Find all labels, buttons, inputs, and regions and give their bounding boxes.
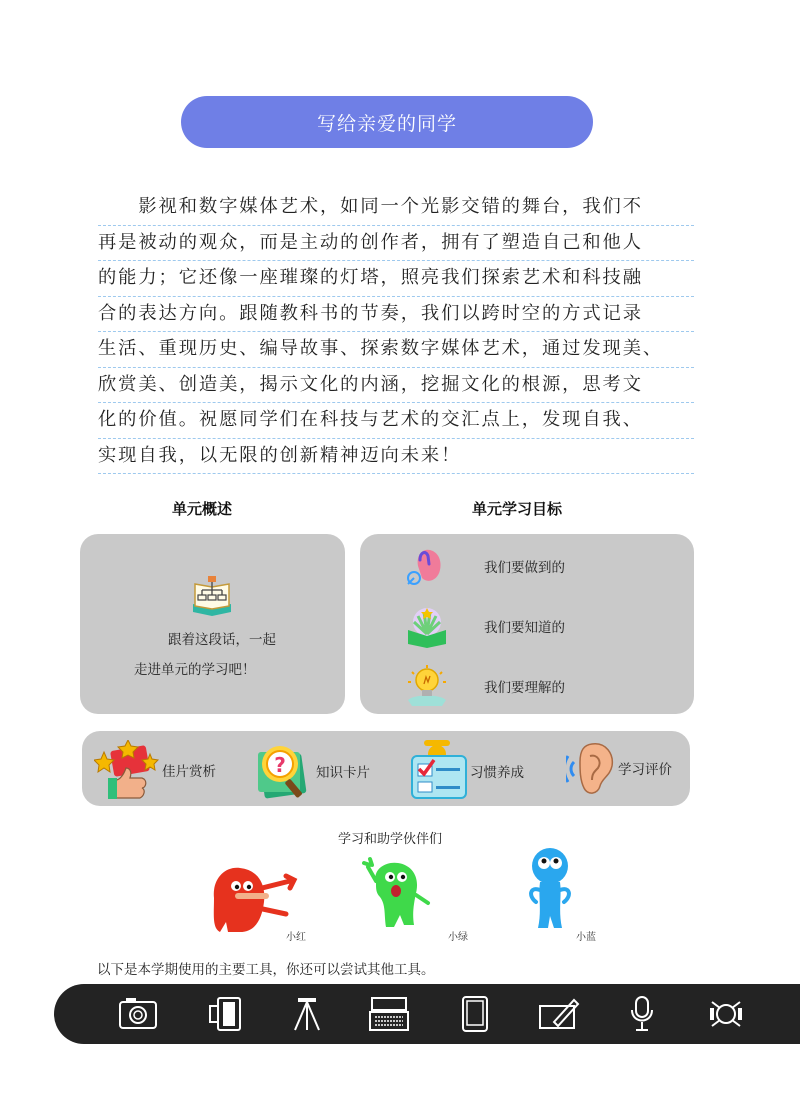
overview-text-line2: 走进单元的学习吧！ [134, 662, 256, 678]
unit-overview-box [80, 534, 345, 714]
blue-character-icon [520, 846, 580, 934]
magnifier-question-icon [254, 740, 316, 802]
goal-item-do [404, 544, 565, 588]
flowchart-book-icon [190, 574, 234, 618]
letter-line: 欣赏美、创造美，揭示文化的内涵，挖掘文化的根源，思考文 [98, 368, 694, 404]
equipment-toolbar [54, 984, 800, 1044]
alarm-checklist-icon [410, 740, 470, 802]
letter-line: 生活、重现历史、编导故事、探索数字媒体艺术，通过发现美、 [98, 332, 694, 368]
partner-name-green: 小绿 [448, 932, 468, 943]
tool-item-knowledge-card [254, 740, 370, 802]
goal-item-know [404, 604, 565, 648]
goal-item-understand [404, 664, 565, 708]
tool-item-learning-evaluation [566, 740, 672, 796]
tools-note: 以下是本学期使用的主要工具，你还可以尝试其他工具。 [97, 962, 435, 978]
laptop-icon [368, 996, 410, 1032]
tool-label: 知识卡片 [316, 765, 370, 781]
open-book-icon [404, 604, 450, 648]
tool-label: 学习评价 [618, 762, 672, 778]
tool-label: 佳片赏析 [162, 764, 216, 780]
letter-line: 影视和数字媒体艺术，如同一个光影交错的舞台，我们不 [98, 190, 694, 226]
partners-heading: 学习和助学伙伴们 [338, 832, 443, 847]
tablet-icon [460, 996, 490, 1032]
goal-label: 我们要知道的 [484, 620, 565, 636]
hand-click-icon [404, 544, 450, 588]
letter-line: 合的表达方向。跟随教科书的节奏，我们以跨时空的方式记录 [98, 297, 694, 333]
tripod-icon [290, 996, 324, 1032]
overview-text-line1: 跟着这段话，一起 [168, 632, 276, 648]
goal-label: 我们要理解的 [484, 680, 565, 696]
goal-label: 我们要做到的 [484, 560, 565, 576]
drawing-tablet-icon [538, 996, 580, 1032]
microphone-icon [628, 996, 656, 1032]
red-character-icon [206, 858, 298, 936]
page-title: 写给亲爱的同学 [181, 96, 593, 148]
tool-label: 习惯养成 [470, 765, 524, 781]
phone-icon [206, 996, 246, 1032]
tool-item-film-appreciation [94, 740, 216, 800]
letter-line: 实现自我，以无限的创新精神迈向未来！ [98, 439, 694, 475]
thumbs-up-stars-icon [94, 740, 160, 800]
letter-line: 再是被动的观众，而是主动的创作者，拥有了塑造自己和他人 [98, 226, 694, 262]
unit-overview-heading: 单元概述 [172, 500, 233, 518]
letter-line: 化的价值。祝愿同学们在科技与艺术的交汇点上，发现自我、 [98, 403, 694, 439]
tool-item-habit-formation [410, 740, 524, 802]
lightbulb-icon [404, 664, 450, 708]
unit-goals-heading: 单元学习目标 [472, 500, 563, 518]
svg-text:?: ? [274, 753, 286, 777]
projector-light-icon [708, 996, 744, 1032]
ear-sound-icon [566, 740, 614, 796]
camera-icon [118, 996, 158, 1032]
partner-name-red: 小红 [286, 932, 306, 943]
letter-text [98, 190, 694, 474]
letter-line: 的能力；它还像一座璀璨的灯塔，照亮我们探索艺术和科技融 [98, 261, 694, 297]
partner-name-blue: 小蓝 [576, 932, 596, 943]
unit-goals-box [360, 534, 694, 714]
green-character-icon [362, 855, 434, 933]
